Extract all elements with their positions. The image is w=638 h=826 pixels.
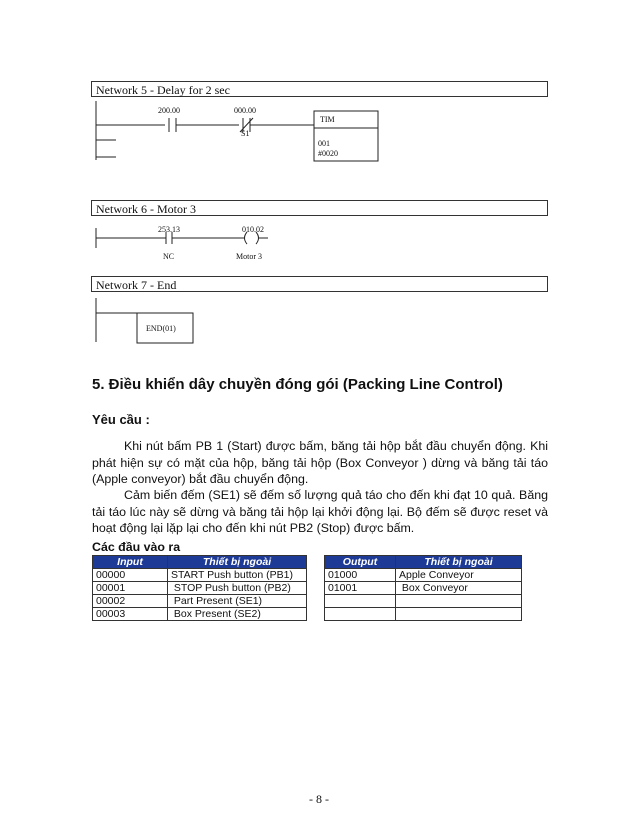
end-instruction-label: END(01)	[146, 324, 176, 333]
timer-set-value: #0020	[318, 149, 338, 158]
contact-200-00-address: 200.00	[158, 106, 180, 115]
table-row	[93, 608, 307, 621]
contact-000-00-address: 000.00	[234, 106, 256, 115]
output-device	[396, 608, 522, 621]
input-header: Input	[93, 556, 168, 569]
output-header: Output	[325, 556, 396, 569]
network7-header: Network 7 - End	[91, 276, 548, 292]
input-address: 00000	[93, 569, 168, 582]
output-device	[396, 595, 522, 608]
input-device: STOP Push button (PB2)	[168, 582, 307, 595]
input-device-header: Thiết bị ngoài	[168, 556, 307, 569]
input-address: 00002	[93, 595, 168, 608]
network6-header: Network 6 - Motor 3	[91, 200, 548, 216]
table-row	[325, 608, 522, 621]
output-address: 01001	[325, 582, 396, 595]
output-address	[325, 608, 396, 621]
contact-253-13-label: NC	[163, 252, 175, 261]
input-device: START Push button (PB1)	[168, 569, 307, 582]
output-address: 01000	[325, 569, 396, 582]
contact-000-00-label: S1	[241, 129, 250, 138]
section-title: 5. Điều khiển dây chuyền đóng gói (Packing Line Control)	[92, 376, 503, 393]
table-row	[325, 569, 522, 582]
contact-200-00-symbol	[169, 118, 176, 132]
io-heading: Các đầu vào ra	[92, 540, 181, 554]
contact-253-13-address: 253.13	[158, 225, 180, 234]
requirement-heading: Yêu cầu :	[92, 412, 150, 427]
input-device: Box Present (SE2)	[168, 608, 307, 621]
table-row	[93, 595, 307, 608]
output-device: Box Conveyor	[396, 582, 522, 595]
input-address: 00001	[93, 582, 168, 595]
coil-010-02-address: 010.02	[242, 225, 264, 234]
output-address	[325, 595, 396, 608]
input-device: Part Present (SE1)	[168, 595, 307, 608]
table-row	[325, 595, 522, 608]
input-address: 00003	[93, 608, 168, 621]
coil-010-02-label: Motor 3	[236, 252, 262, 261]
output-device-header: Thiết bị ngoài	[396, 556, 522, 569]
table-row	[93, 569, 307, 582]
output-device: Apple Conveyor	[396, 569, 522, 582]
page-number: - 8 -	[309, 792, 329, 806]
output-table	[324, 555, 522, 621]
table-row	[93, 582, 307, 595]
table-row	[325, 582, 522, 595]
timer-name: TIM	[320, 115, 335, 124]
paragraph-1: Khi nút bấm PB 1 (Start) được bấm, băng tải hộp bắt đầu chuyển động. Khi phát hiện sự có mặt của hộp, băng tải hộp (Box Conveyor ) dừng và băng tải táo (Apple conveyor) bắt đầu chuyển động.	[92, 439, 548, 486]
paragraph-2: Cảm biến đếm (SE1) sẽ đếm số lượng quả táo cho đến khi đạt 10 quả. Băng tải táo lúc này sẽ dừng và băng tải hộp lại khởi động lại. Bộ đếm sẽ được reset và hoạt động lại lặp lại cho đến khi nút PB2 (Stop) được bấm.	[92, 488, 548, 535]
input-table	[92, 555, 307, 621]
network5-header: Network 5 - Delay for 2 sec	[91, 81, 548, 97]
timer-number: 001	[318, 139, 330, 148]
